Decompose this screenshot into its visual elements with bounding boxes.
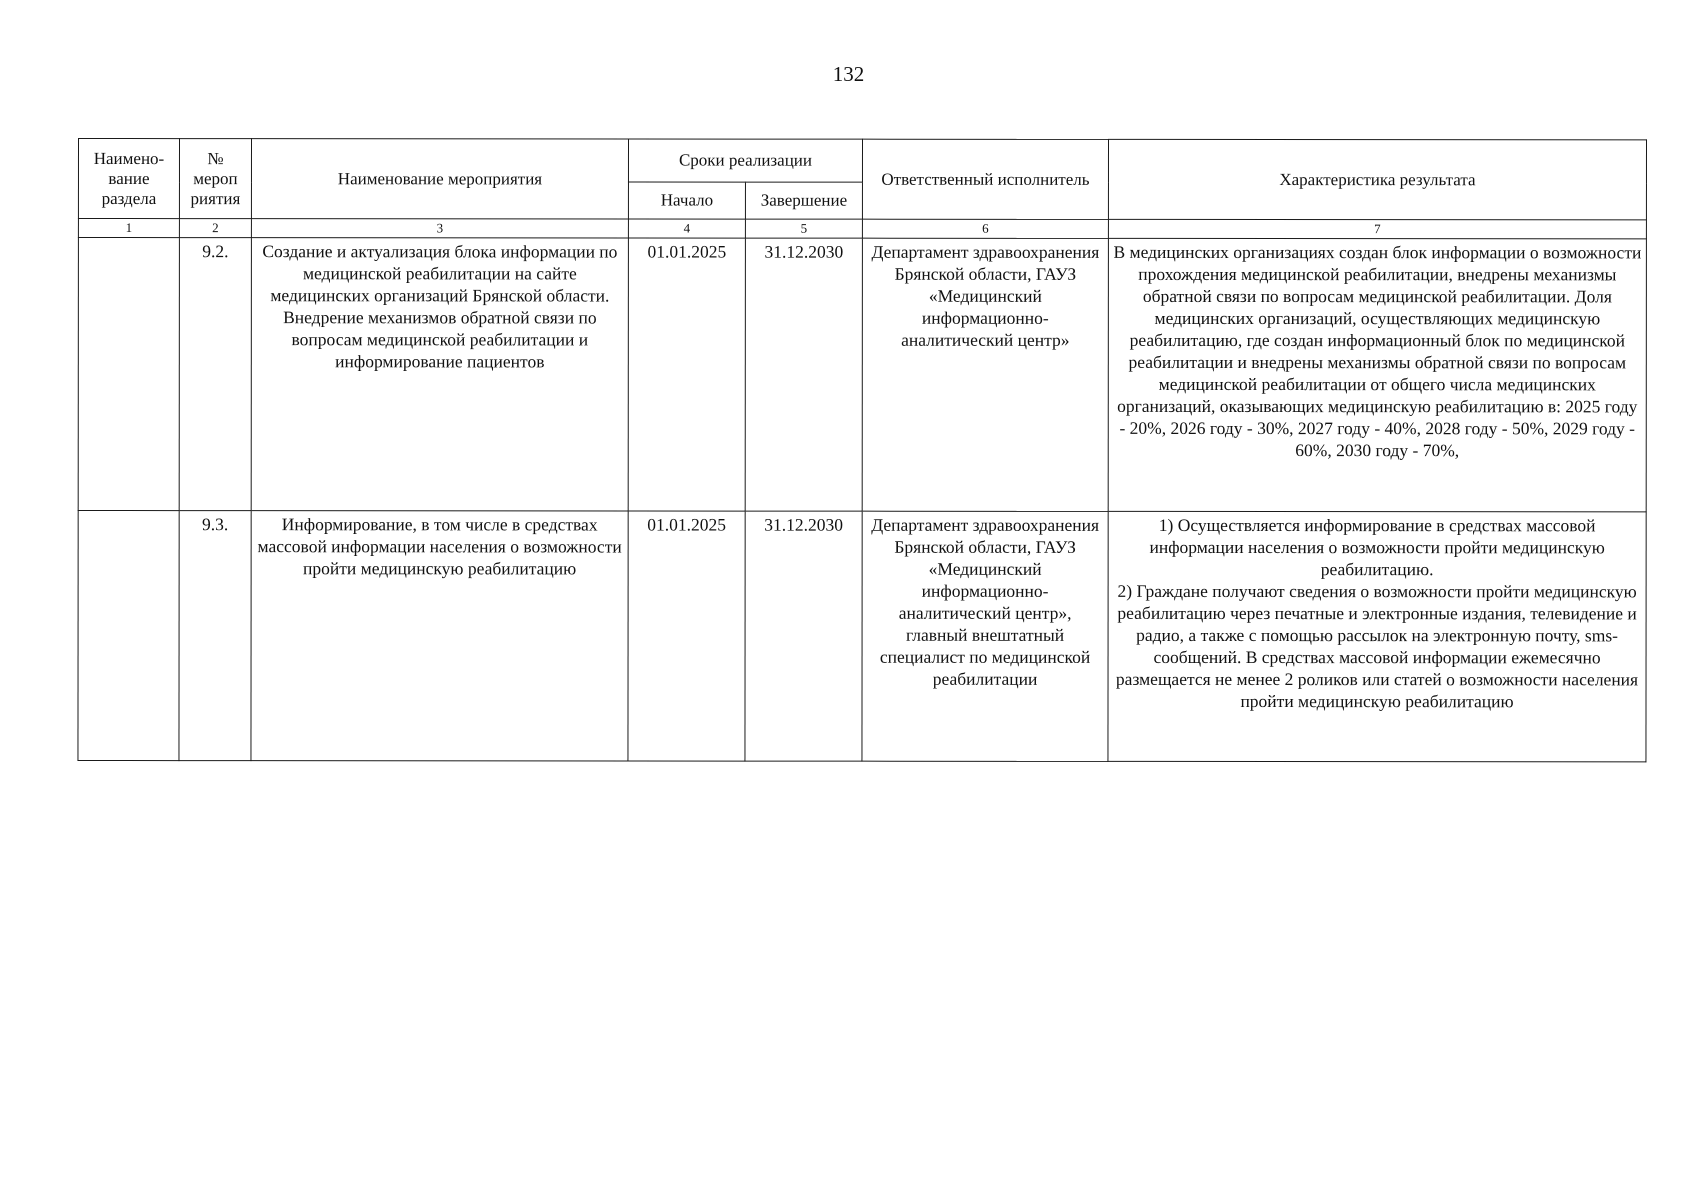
header-result: Характеристика результата: [1108, 139, 1646, 219]
section-cell: [78, 511, 179, 761]
column-number: 2: [179, 219, 251, 238]
start-date-cell: 01.01.2025: [628, 511, 745, 761]
result-cell: [1108, 511, 1646, 761]
column-number: 7: [1108, 219, 1646, 238]
header-section: Наимено-вание раздела: [78, 139, 179, 219]
column-number: 1: [78, 219, 179, 238]
activity-number-cell: 9.2.: [179, 238, 251, 511]
header-end: Завершение: [745, 182, 862, 219]
activity-name-cell: Информирование, в том числе в средствах массовой информации населения о возможности пройти медицинскую реабилитацию: [251, 511, 628, 761]
activity-name-cell: Создание и актуализация блока информации по медицинской реабилитации на сайте медицинских организаций Брянской области. Внедрение механизмов обратной связи по вопросам медицинской реабилитации и информирование пациентов: [251, 238, 628, 511]
header-executor: Ответственный исполнитель: [862, 139, 1108, 219]
result-cell: В медицинских организациях создан блок информации о возможности прохождения медицинской реабилитации, внедрены механизмы обратной связи по вопросам медицинской реабилитации. Доля медицинских организаций, осуществляющих медицинскую реабилитацию, где создан информационный блок по медицинской реабилитации и внедрены механизмы обратной связи по вопросам медицинской реабилитации от общего числа медицинских организаций, оказывающих медицинскую реабилитацию в: 2025 году - 20%, 2026 году - 30%, 2027 году - 40%, 2028 году - 50%, 2029 году - 60%, 2030 году - 70%,: [1108, 238, 1646, 511]
column-number-row: [78, 219, 1646, 239]
activities-table: [77, 138, 1647, 762]
activity-number-cell: 9.3.: [179, 511, 251, 761]
end-date-cell: 31.12.2030: [745, 511, 862, 761]
table-row: [78, 511, 1646, 762]
page-number: 132: [832, 62, 865, 86]
result-item-1: 1) Осуществляется информирование в средствах массовой информации населения о возможности пройти медицинскую реабилитацию.: [1149, 514, 1605, 580]
column-number: 4: [628, 219, 745, 238]
header-start: Начало: [628, 182, 745, 219]
executor-cell: Департамент здравоохранения Брянской области, ГАУЗ «Медицинский информационно-аналитический центр», главный внештатный специалист по медицинской реабилитации: [862, 511, 1108, 761]
header-activity-name: Наименование мероприятия: [251, 139, 628, 219]
header-row-1: [78, 139, 1646, 183]
executor-cell: Департамент здравоохранения Брянской области, ГАУЗ «Медицинский информационно-аналитический центр»: [862, 238, 1108, 511]
table-row: [78, 238, 1646, 512]
header-activity-number: № мероп риятия: [179, 139, 251, 219]
section-cell: [78, 238, 179, 511]
result-item-2: 2) Граждане получают сведения о возможности пройти медицинскую реабилитацию через печатные и электронные издания, телевидение и радио, а также с помощью рассылок на электронную почту, sms-сообщений. В средствах массовой информации ежемесячно размещается не менее 2 роликов или статей о возможности населения пройти медицинскую реабилитацию: [1115, 580, 1639, 712]
header-implementation-terms: Сроки реализации: [628, 139, 862, 182]
end-date-cell: 31.12.2030: [745, 238, 862, 511]
column-number: 3: [251, 219, 628, 238]
start-date-cell: 01.01.2025: [628, 238, 745, 511]
column-number: 5: [745, 219, 862, 238]
column-number: 6: [862, 219, 1108, 238]
